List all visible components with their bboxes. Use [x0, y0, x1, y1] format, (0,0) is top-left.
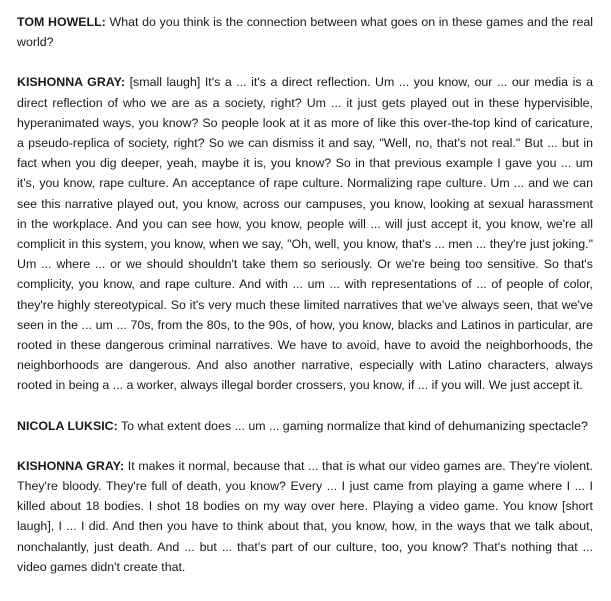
- transcript-paragraph: [17, 12, 593, 52]
- speaker-name: KISHONNA GRAY:: [17, 75, 126, 90]
- speech-text: [small laugh] It's a ... it's a direct reflection. Um ... you know, our ... our media is a direct reflection of who we are as a society, right? Um ... it just gets played out in these hypervisible, hyperanimated ways, you know? So people look at it as more of like this over-the-top kind of caricature, a pseudo-replica of society, right? So we can dismiss it and say, "Well, no, that's not real." But ... but in fact when you dig deeper, yeah, maybe it is, you know? So in that previous example I gave you ... um it's, you know, rape culture. An acceptance of rape culture. Normalizing rape culture. Um ... and we can see this narrative played out, you know, across our campuses, you know, looking at sexual harassment in the workplace. And you can see how, you know, people will ... will just accept it, you know, we're all complicit in this system, you know, when we say, "Oh, well, you know, that's ... men ... they're just joking." Um ... where ... or we should shouldn't take them so seriously. Or we're being too sensitive. So that's complicity, you know, and rape culture. And with ... um ... with representations of ... of people of color, they're highly stereotypical. So it's very much these limited narratives that we've always seen, that we've seen in the ... um ... 70s, from the 80s, to the 90s, of how, you know, blacks and Latinos in particular, are rooted in these dangerous criminal narratives. We have to avoid, have to avoid the neighborhoods, the neighborhoods are dangerous. And also another narrative, especially with Latino characters, always rooted in being a ... a worker, always illegal border crossers, you know, if ... if you will. We just accept it.: [17, 75, 593, 393]
- transcript-document: [17, 12, 593, 597]
- speaker-name: TOM HOWELL:: [17, 15, 106, 29]
- speech-text: To what extent does ... um ... gaming normalize that kind of dehumanizing spectacle?: [120, 418, 588, 433]
- speech-text: What do you think is the connection between what goes on in these games and the real world?: [17, 15, 593, 50]
- transcript-paragraph: [17, 416, 593, 436]
- speech-text: It makes it normal, because that ... that is what our video games are. They're violent. They're bloody. They're full of death, you know? Every ... I just came from playing a game where I ... I killed about 18 bodies. I shot 18 bodies on my way over here. Playing a video game. You know [short laugh], I ... I did. And then you have to think about that, you know, how, in the ways that we talk about, nonchalantly, just death. And ... but ... that's part of our culture, too, you know? That's nothing that ... video games didn't create that.: [17, 458, 593, 574]
- speaker-name: KISHONNA GRAY:: [17, 458, 125, 473]
- speaker-name: NICOLA LUKSIC:: [17, 418, 118, 433]
- transcript-paragraph: [17, 72, 593, 395]
- transcript-paragraph: [17, 456, 593, 577]
